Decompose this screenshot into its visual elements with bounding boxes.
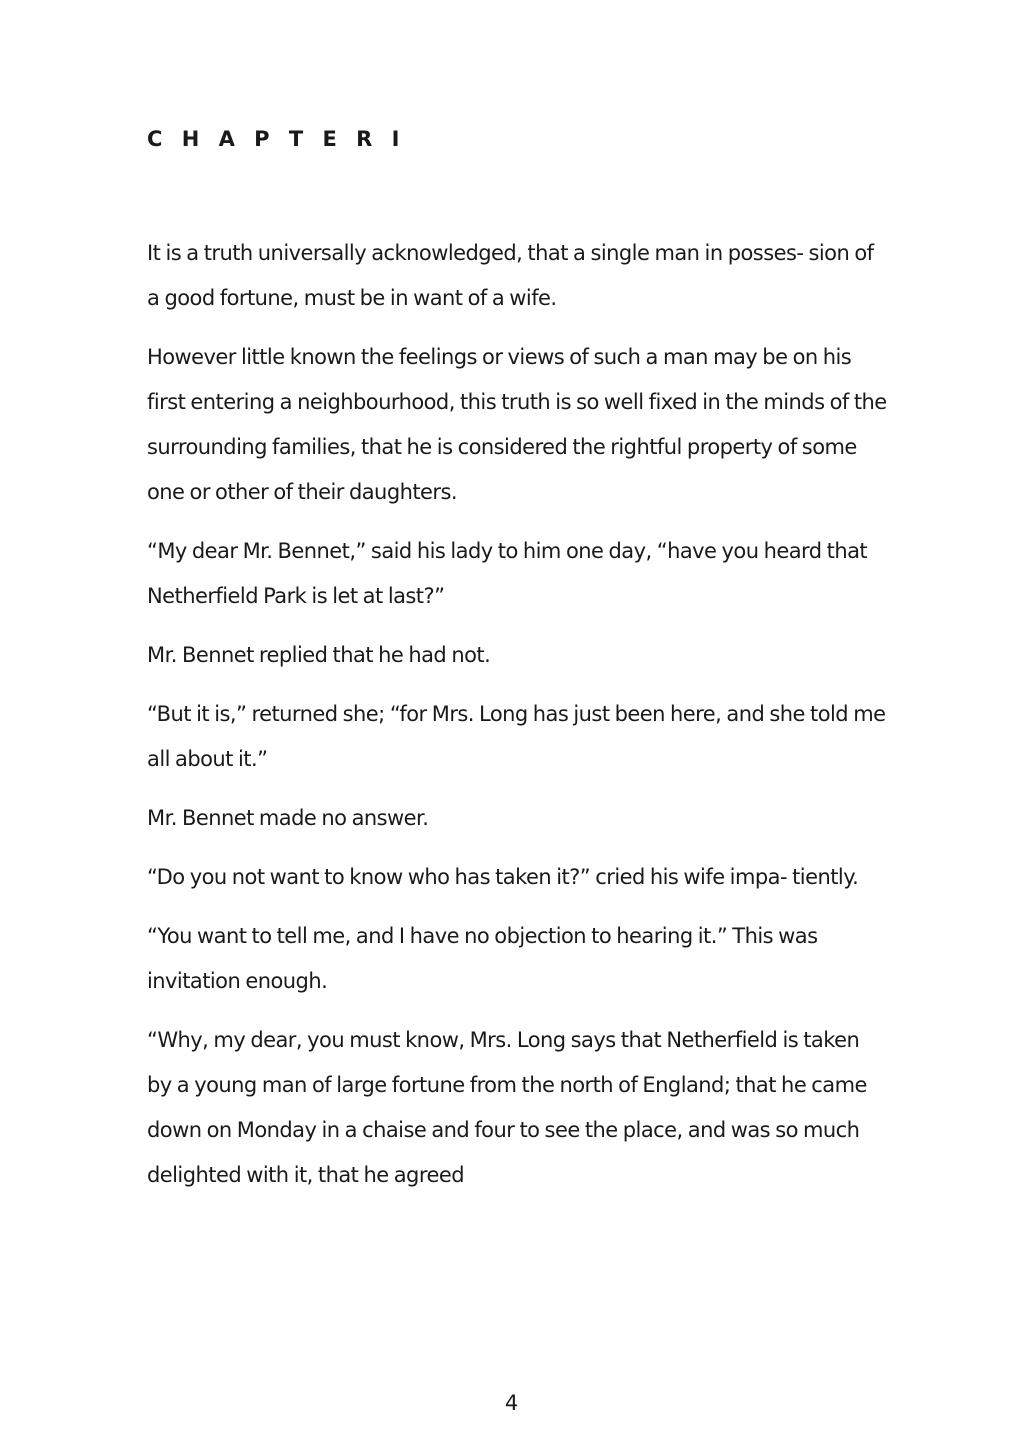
paragraph: “But it is,” returned she; “for Mrs. Long has just been here, and she told me all about it.” (147, 702, 886, 771)
paragraph: Mr. Bennet made no answer. (147, 806, 429, 830)
chapter-heading: C H A P T E R I (147, 127, 406, 151)
paragraph: Mr. Bennet replied that he had not. (147, 643, 491, 667)
page-number: 4 (504, 1391, 519, 1415)
paragraph: However little known the feelings or views of such a man may be on his first entering a neighbourhood, this truth is so well fixed in the minds of the surrounding families, that he is considered the rightful property of some one or other of their daughters. (147, 345, 887, 504)
paragraph: “Why, my dear, you must know, Mrs. Long says that Netherfield is taken by a young man of large fortune from the north of England; that he came down on Monday in a chaise and four to see the place, and was so much delighted with it, that he agreed (147, 1028, 867, 1187)
body-text (147, 231, 887, 1212)
paragraph: “Do you not want to know who has taken it?” cried his wife impa- tiently. (147, 865, 859, 889)
paragraph: “My dear Mr. Bennet,” said his lady to him one day, “have you heard that Netherfield Park is let at last?” (147, 539, 868, 608)
paragraph: “You want to tell me, and I have no objection to hearing it.” This was invitation enough. (147, 924, 818, 993)
paragraph: It is a truth universally acknowledged, that a single man in posses- sion of a good fortune, must be in want of a wife. (147, 241, 874, 310)
